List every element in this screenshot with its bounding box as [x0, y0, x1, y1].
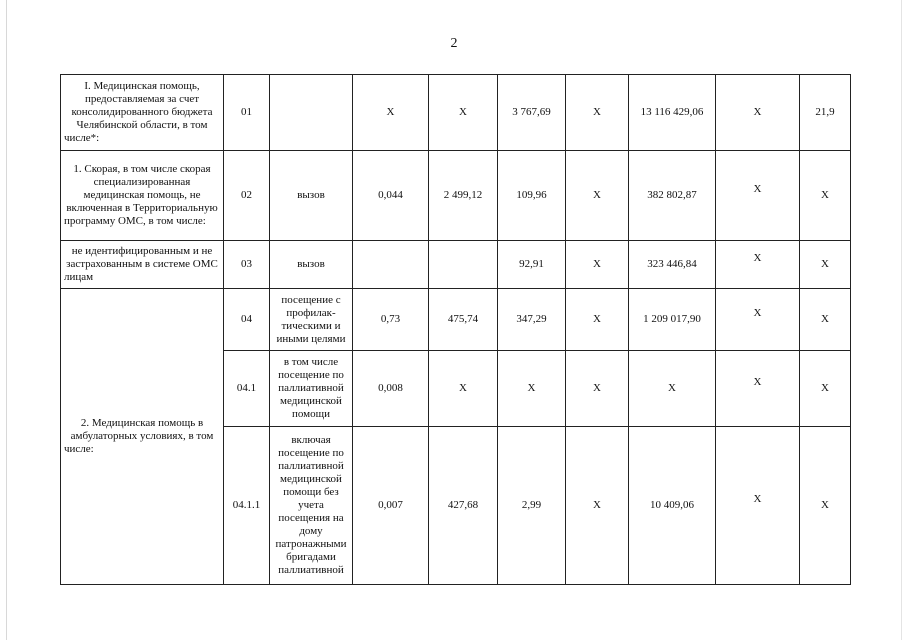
- scan-edge-line: [6, 0, 7, 640]
- table-row: [61, 75, 851, 151]
- row-unit: включая посещение по паллиативной медицинской помощи без учета посещения на дому патронажными бригадами паллиативной: [270, 427, 353, 585]
- cell: [353, 241, 429, 289]
- cell: 109,96: [498, 151, 566, 241]
- cell: X: [429, 351, 498, 427]
- row-code: 03: [224, 241, 270, 289]
- cell: X: [353, 75, 429, 151]
- row-code: 01: [224, 75, 270, 151]
- table-row: [61, 241, 851, 289]
- row-description: I. Медицинская помощь, предоставляемая за счет консолидированного бюджета Челябинской области, в том числе*:: [61, 75, 224, 151]
- cell-value: X: [753, 183, 762, 195]
- cell: 0,73: [353, 289, 429, 351]
- table-row: [61, 289, 851, 351]
- cell: 3 767,69: [498, 75, 566, 151]
- cell: 1 209 017,90: [629, 289, 716, 351]
- row-unit: [270, 75, 353, 151]
- row-description: 1. Скорая, в том числе скорая специализированная медицинская помощь, не включенная в Территориальную программу ОМС, в том числе:: [61, 151, 224, 241]
- row-unit: вызов: [270, 241, 353, 289]
- cell-value: X: [753, 376, 762, 388]
- cell: 10 409,06: [629, 427, 716, 585]
- cell: X: [800, 289, 851, 351]
- cell: 0,044: [353, 151, 429, 241]
- cell: X: [566, 75, 629, 151]
- row-unit: посещение с профилак-тическими и иными целями: [270, 289, 353, 351]
- cell: 475,74: [429, 289, 498, 351]
- cell: 0,007: [353, 427, 429, 585]
- cell: [716, 151, 800, 241]
- cell: 382 802,87: [629, 151, 716, 241]
- page-number: 2: [450, 36, 458, 51]
- cell: X: [800, 151, 851, 241]
- cell: 21,9: [800, 75, 851, 151]
- cell: 427,68: [429, 427, 498, 585]
- cell: X: [429, 75, 498, 151]
- cell: 323 446,84: [629, 241, 716, 289]
- cell: X: [566, 351, 629, 427]
- row-code: 02: [224, 151, 270, 241]
- cell: X: [800, 351, 851, 427]
- cell-value: X: [753, 307, 762, 319]
- cell-value: X: [753, 252, 762, 264]
- cell: 2,99: [498, 427, 566, 585]
- cell: X: [498, 351, 566, 427]
- cell: [429, 241, 498, 289]
- row-code: 04: [224, 289, 270, 351]
- row-code: 04.1.1: [224, 427, 270, 585]
- scan-edge-line-right: [901, 0, 902, 640]
- table-row: [61, 151, 851, 241]
- cell: [716, 427, 800, 585]
- cell: X: [800, 241, 851, 289]
- cell: 92,91: [498, 241, 566, 289]
- cell: 0,008: [353, 351, 429, 427]
- cell: X: [566, 427, 629, 585]
- cell: X: [566, 289, 629, 351]
- row-code: 04.1: [224, 351, 270, 427]
- cell: X: [800, 427, 851, 585]
- tariff-table: [60, 74, 851, 585]
- row-description: 2. Медицинская помощь в амбулаторных условиях, в том числе:: [61, 289, 224, 585]
- cell: 13 116 429,06: [629, 75, 716, 151]
- cell: X: [566, 241, 629, 289]
- row-unit: в том числе посещение по паллиативной медицинской помощи: [270, 351, 353, 427]
- row-description: не идентифицированным и не застрахованным в системе ОМС лицам: [61, 241, 224, 289]
- cell: X: [566, 151, 629, 241]
- cell: 347,29: [498, 289, 566, 351]
- cell: [716, 351, 800, 427]
- cell: X: [629, 351, 716, 427]
- cell-value: X: [753, 493, 762, 505]
- cell: X: [716, 75, 800, 151]
- row-unit: вызов: [270, 151, 353, 241]
- cell: [716, 241, 800, 289]
- cell: [716, 289, 800, 351]
- cell: 2 499,12: [429, 151, 498, 241]
